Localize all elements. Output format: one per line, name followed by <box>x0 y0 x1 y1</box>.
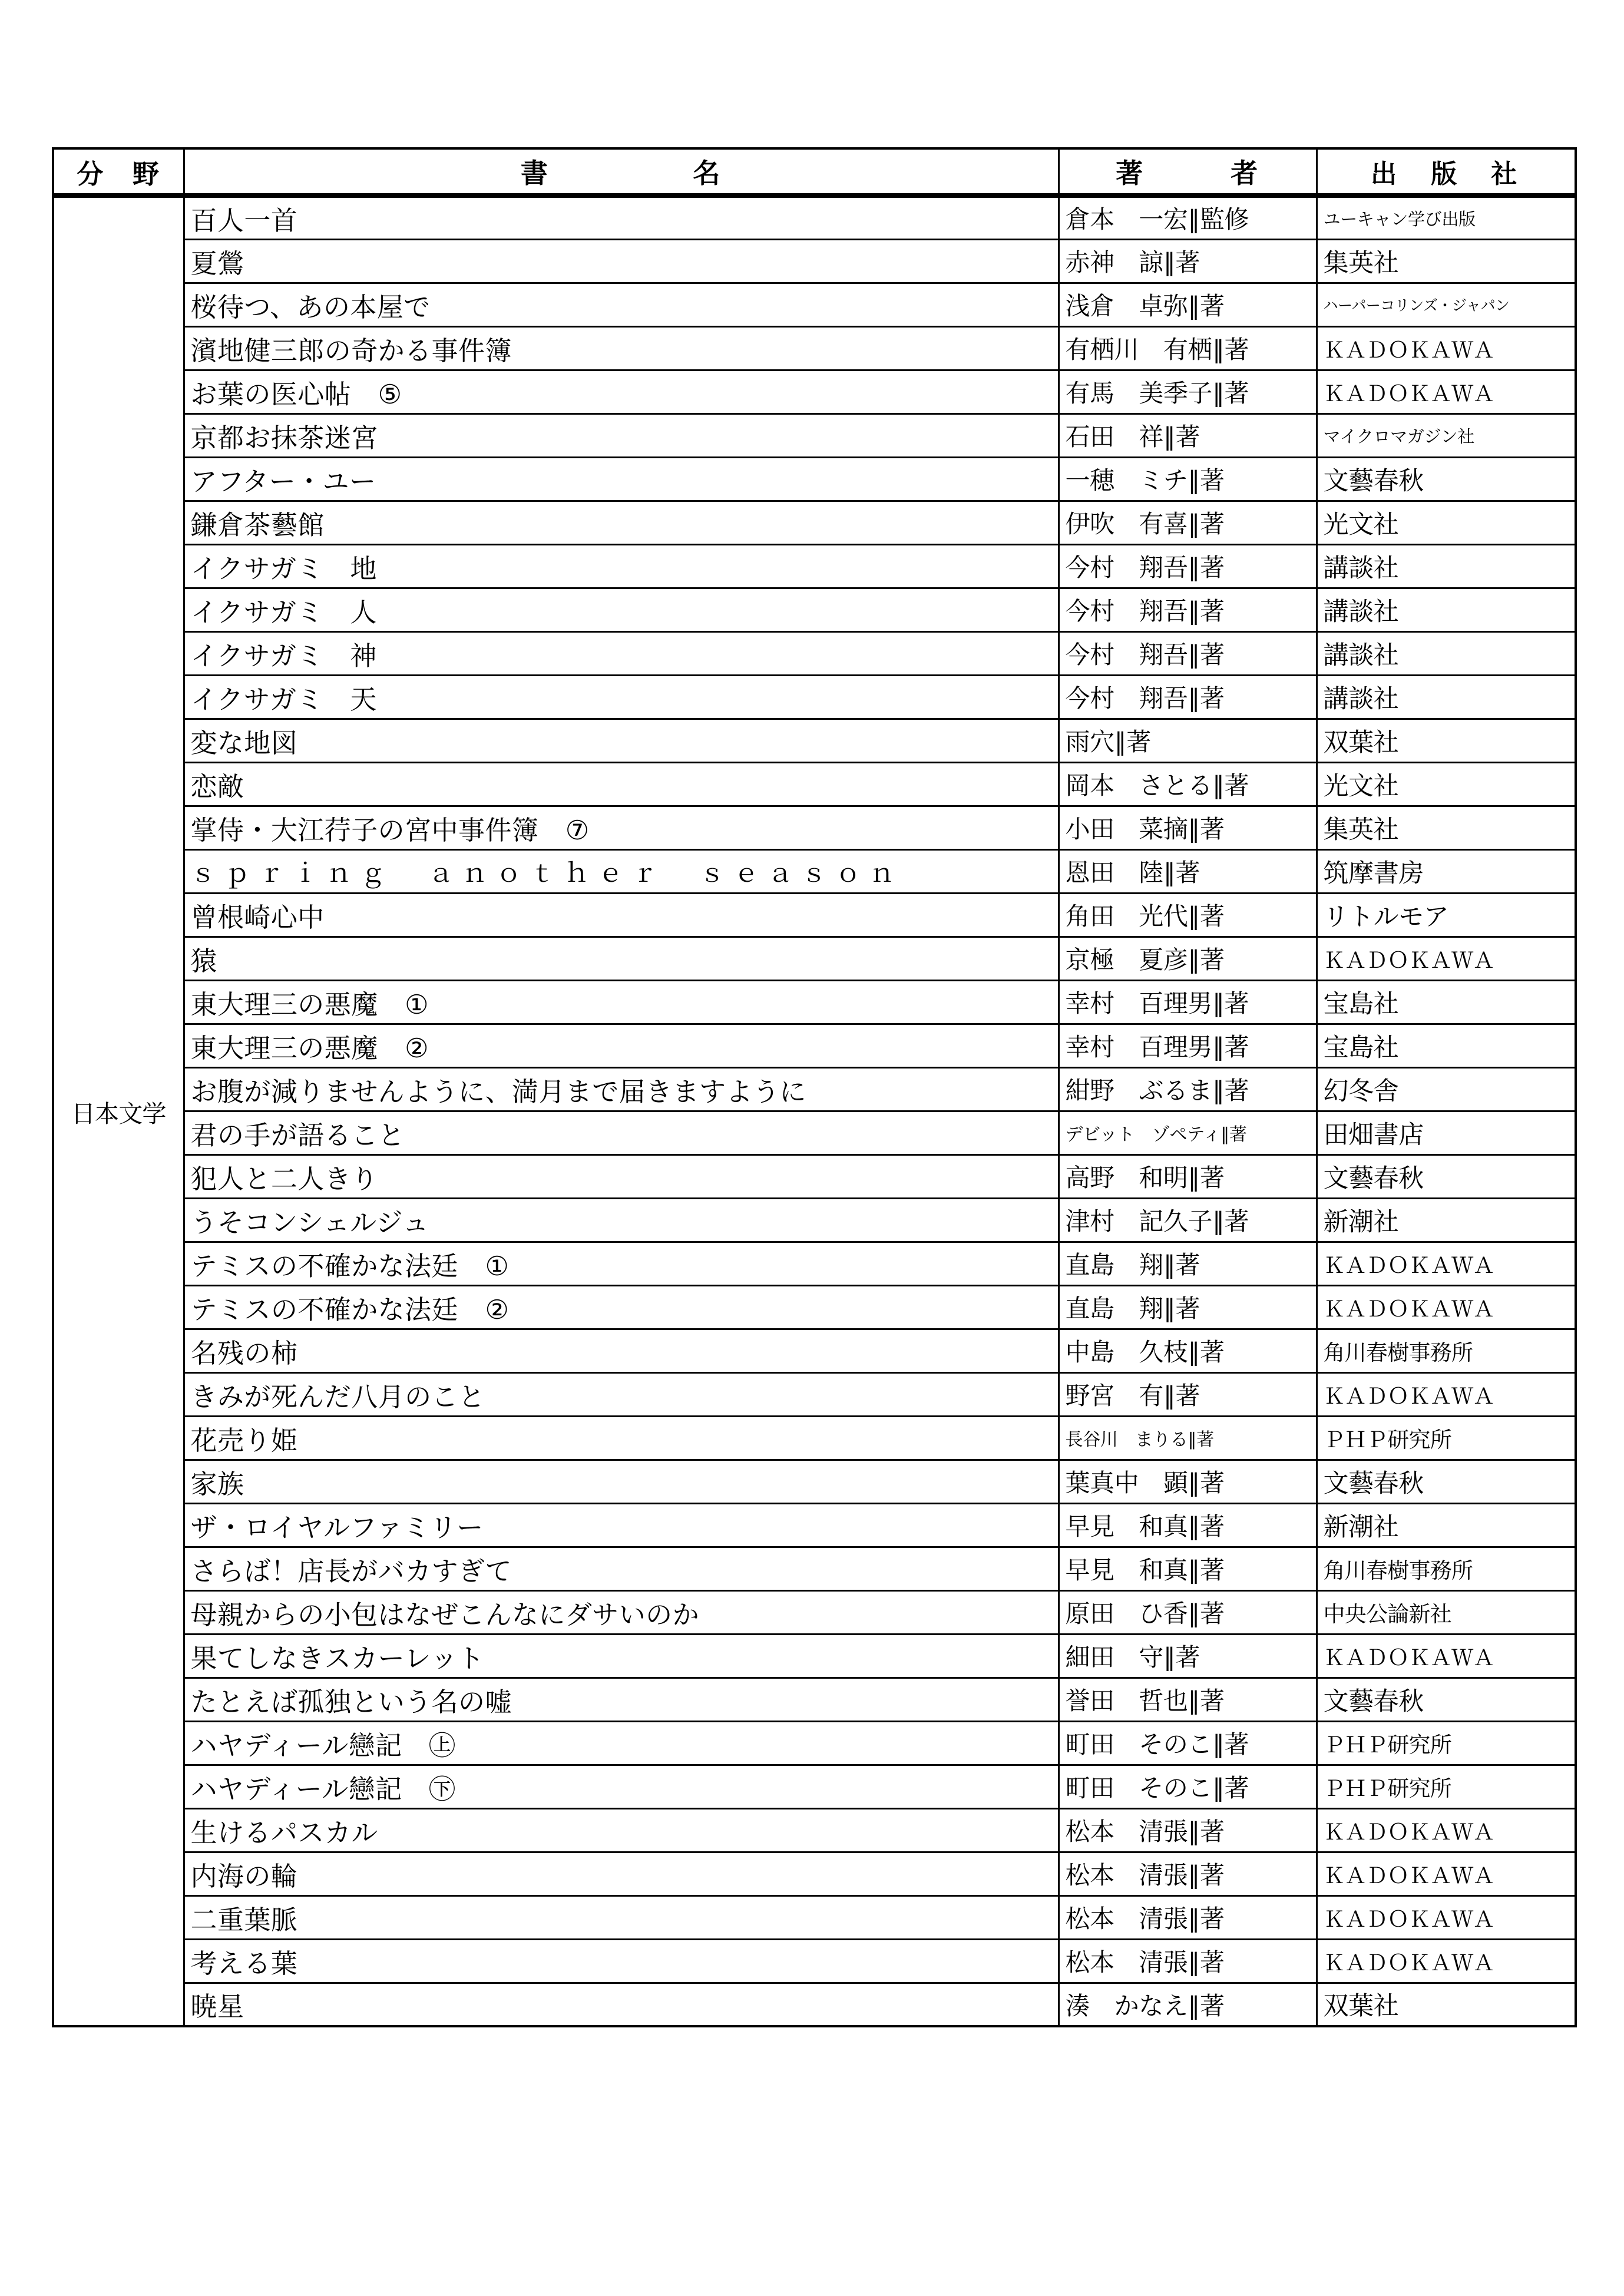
book-publisher: 角川春樹事務所 <box>1317 1547 1576 1590</box>
book-author: 松本 清張∥著 <box>1059 1895 1317 1939</box>
book-author: 小田 菜摘∥著 <box>1059 806 1317 849</box>
book-publisher: ユーキャン学び出版 <box>1317 196 1576 239</box>
book-title: 曾根崎心中 <box>184 893 1059 937</box>
book-author: 今村 翔吾∥著 <box>1059 675 1317 719</box>
book-author: 伊吹 有喜∥著 <box>1059 501 1317 544</box>
book-author: 津村 記久子∥著 <box>1059 1198 1317 1242</box>
table-row <box>53 1983 1576 2026</box>
table-header <box>53 148 1576 196</box>
book-author: デビット ゾペティ∥著 <box>1059 1111 1317 1154</box>
book-title: 掌侍・大江荇子の宮中事件簿 ⑦ <box>184 806 1059 849</box>
book-title: イクサガミ 神 <box>184 631 1059 675</box>
book-publisher: 新潮社 <box>1317 1503 1576 1547</box>
book-title: 東大理三の悪魔 ② <box>184 1024 1059 1067</box>
table-row <box>53 631 1576 675</box>
book-title: 君の手が語ること <box>184 1111 1059 1154</box>
table-row <box>53 544 1576 588</box>
table-row <box>53 1895 1576 1939</box>
book-author: 恩田 陸∥著 <box>1059 849 1317 893</box>
book-title: 名残の柿 <box>184 1329 1059 1372</box>
table-row <box>53 980 1576 1024</box>
table-row <box>53 1329 1576 1372</box>
book-publisher: 講談社 <box>1317 544 1576 588</box>
book-title: 濱地健三郎の奇かる事件簿 <box>184 326 1059 370</box>
book-title: 鎌倉茶藝館 <box>184 501 1059 544</box>
book-author: 赤神 諒∥著 <box>1059 239 1317 283</box>
book-publisher: 講談社 <box>1317 675 1576 719</box>
book-author: 直島 翔∥著 <box>1059 1242 1317 1285</box>
column-header-title: 書 名 <box>184 148 1059 196</box>
book-title: 百人一首 <box>184 196 1059 239</box>
book-publisher: ＰＨＰ研究所 <box>1317 1765 1576 1808</box>
table-row <box>53 762 1576 806</box>
table-row <box>53 1067 1576 1111</box>
book-publisher: ＫＡＤＯＫＡＷＡ <box>1317 1939 1576 1983</box>
book-author: 長谷川 まりる∥著 <box>1059 1416 1317 1460</box>
column-header-author: 著 者 <box>1059 148 1317 196</box>
book-author: 高野 和明∥著 <box>1059 1154 1317 1198</box>
book-publisher: 文藝春秋 <box>1317 457 1576 501</box>
book-publisher: 新潮社 <box>1317 1198 1576 1242</box>
book-publisher: ＫＡＤＯＫＡＷＡ <box>1317 1634 1576 1678</box>
table-row <box>53 1154 1576 1198</box>
book-author: 浅倉 卓弥∥著 <box>1059 283 1317 326</box>
column-header-publisher: 出 版 社 <box>1317 148 1576 196</box>
book-title: 母親からの小包はなぜこんなにダサいのか <box>184 1590 1059 1634</box>
table-row <box>53 1372 1576 1416</box>
book-publisher: 文藝春秋 <box>1317 1460 1576 1503</box>
book-publisher: 中央公論新社 <box>1317 1590 1576 1634</box>
book-publisher: 双葉社 <box>1317 719 1576 762</box>
book-author: 有馬 美季子∥著 <box>1059 370 1317 413</box>
book-publisher: ハーパーコリンズ・ジャパン <box>1317 283 1576 326</box>
book-title: アフター・ユー <box>184 457 1059 501</box>
book-author: 雨穴∥著 <box>1059 719 1317 762</box>
table-row <box>53 501 1576 544</box>
genre-label: 日本文学 <box>53 196 184 2026</box>
table-body <box>53 196 1576 2026</box>
table-row <box>53 239 1576 283</box>
book-author: 湊 かなえ∥著 <box>1059 1983 1317 2026</box>
book-publisher: ＫＡＤＯＫＡＷＡ <box>1317 1895 1576 1939</box>
table-row <box>53 806 1576 849</box>
book-publisher: 光文社 <box>1317 501 1576 544</box>
table-row <box>53 1024 1576 1067</box>
table-row <box>53 1198 1576 1242</box>
book-author: 石田 祥∥著 <box>1059 413 1317 457</box>
book-publisher: ＫＡＤＯＫＡＷＡ <box>1317 1372 1576 1416</box>
book-author: 町田 そのこ∥著 <box>1059 1721 1317 1765</box>
book-title: お葉の医心帖 ⑤ <box>184 370 1059 413</box>
table-row <box>53 457 1576 501</box>
book-publisher: 文藝春秋 <box>1317 1154 1576 1198</box>
table-row <box>53 937 1576 980</box>
book-publisher: ＫＡＤＯＫＡＷＡ <box>1317 1808 1576 1852</box>
book-publisher: ＫＡＤＯＫＡＷＡ <box>1317 1852 1576 1895</box>
book-publisher: 筑摩書房 <box>1317 849 1576 893</box>
column-header-genre: 分 野 <box>53 148 184 196</box>
book-author: 中島 久枝∥著 <box>1059 1329 1317 1372</box>
book-author: 松本 清張∥著 <box>1059 1852 1317 1895</box>
book-publisher: 角川春樹事務所 <box>1317 1329 1576 1372</box>
book-title: 変な地図 <box>184 719 1059 762</box>
book-title: 桜待つ、あの本屋で <box>184 283 1059 326</box>
book-title: 夏鶯 <box>184 239 1059 283</box>
book-title: ザ・ロイヤルファミリー <box>184 1503 1059 1547</box>
book-publisher: 講談社 <box>1317 631 1576 675</box>
book-title: 京都お抹茶迷宮 <box>184 413 1059 457</box>
table-row <box>53 196 1576 239</box>
book-title: 暁星 <box>184 1983 1059 2026</box>
book-title: ハヤディール戀記 ㊦ <box>184 1765 1059 1808</box>
book-author: 京極 夏彦∥著 <box>1059 937 1317 980</box>
book-author: 今村 翔吾∥著 <box>1059 588 1317 631</box>
header-row <box>53 148 1576 196</box>
table-row <box>53 326 1576 370</box>
book-author: 早見 和真∥著 <box>1059 1503 1317 1547</box>
book-title: ハヤディール戀記 ㊤ <box>184 1721 1059 1765</box>
table-row <box>53 1460 1576 1503</box>
table-row <box>53 1111 1576 1154</box>
book-publisher: リトルモア <box>1317 893 1576 937</box>
book-title: ｓｐｒｉｎｇ ａｎｏｔｈｅｒ ｓｅａｓｏｎ <box>184 849 1059 893</box>
book-list-table <box>52 147 1577 2027</box>
book-publisher: ＫＡＤＯＫＡＷＡ <box>1317 370 1576 413</box>
book-title: 犯人と二人きり <box>184 1154 1059 1198</box>
book-author: 一穂 ミチ∥著 <box>1059 457 1317 501</box>
book-author: 岡本 さとる∥著 <box>1059 762 1317 806</box>
book-publisher: 集英社 <box>1317 806 1576 849</box>
book-publisher: ＰＨＰ研究所 <box>1317 1416 1576 1460</box>
table-row <box>53 1285 1576 1329</box>
book-author: 紺野 ぶるま∥著 <box>1059 1067 1317 1111</box>
book-title: 猿 <box>184 937 1059 980</box>
table-row <box>53 1765 1576 1808</box>
table-row <box>53 1590 1576 1634</box>
table-row <box>53 849 1576 893</box>
table-row <box>53 1634 1576 1678</box>
book-title: 果てしなきスカーレット <box>184 1634 1059 1678</box>
book-title: たとえば孤独という名の嘘 <box>184 1678 1059 1721</box>
book-author: 松本 清張∥著 <box>1059 1939 1317 1983</box>
book-author: 早見 和真∥著 <box>1059 1547 1317 1590</box>
book-publisher: 宝島社 <box>1317 1024 1576 1067</box>
book-author: 直島 翔∥著 <box>1059 1285 1317 1329</box>
book-publisher: 光文社 <box>1317 762 1576 806</box>
book-publisher: ＫＡＤＯＫＡＷＡ <box>1317 1242 1576 1285</box>
book-title: イクサガミ 地 <box>184 544 1059 588</box>
table-row <box>53 1503 1576 1547</box>
book-title: 考える葉 <box>184 1939 1059 1983</box>
book-title: 花売り姫 <box>184 1416 1059 1460</box>
table-row <box>53 893 1576 937</box>
book-title: 家族 <box>184 1460 1059 1503</box>
book-title: イクサガミ 人 <box>184 588 1059 631</box>
book-publisher: マイクロマガジン社 <box>1317 413 1576 457</box>
book-author: 角田 光代∥著 <box>1059 893 1317 937</box>
book-title: お腹が減りませんように、満月まで届きますように <box>184 1067 1059 1111</box>
book-author: 町田 そのこ∥著 <box>1059 1765 1317 1808</box>
table-row <box>53 1547 1576 1590</box>
book-author: 有栖川 有栖∥著 <box>1059 326 1317 370</box>
table-row <box>53 1721 1576 1765</box>
book-author: 細田 守∥著 <box>1059 1634 1317 1678</box>
book-publisher: 文藝春秋 <box>1317 1678 1576 1721</box>
book-publisher: 田畑書店 <box>1317 1111 1576 1154</box>
table-row <box>53 1808 1576 1852</box>
table-row <box>53 283 1576 326</box>
book-author: 倉本 一宏∥監修 <box>1059 196 1317 239</box>
table-row <box>53 1939 1576 1983</box>
book-title: 生けるパスカル <box>184 1808 1059 1852</box>
book-publisher: 宝島社 <box>1317 980 1576 1024</box>
table-row <box>53 675 1576 719</box>
table-row <box>53 1242 1576 1285</box>
book-title: テミスの不確かな法廷 ① <box>184 1242 1059 1285</box>
table-row <box>53 413 1576 457</box>
book-publisher: 講談社 <box>1317 588 1576 631</box>
table-row <box>53 370 1576 413</box>
book-publisher: ＫＡＤＯＫＡＷＡ <box>1317 937 1576 980</box>
book-author: 葉真中 顕∥著 <box>1059 1460 1317 1503</box>
book-title: イクサガミ 天 <box>184 675 1059 719</box>
book-publisher: ＫＡＤＯＫＡＷＡ <box>1317 326 1576 370</box>
book-author: 今村 翔吾∥著 <box>1059 544 1317 588</box>
book-title: さらば！店長がバカすぎて <box>184 1547 1059 1590</box>
book-publisher: ＫＡＤＯＫＡＷＡ <box>1317 1285 1576 1329</box>
book-author: 幸村 百理男∥著 <box>1059 1024 1317 1067</box>
book-title: 二重葉脈 <box>184 1895 1059 1939</box>
table-row <box>53 1416 1576 1460</box>
book-author: 野宮 有∥著 <box>1059 1372 1317 1416</box>
book-title: 恋敵 <box>184 762 1059 806</box>
book-publisher: 集英社 <box>1317 239 1576 283</box>
book-publisher: 双葉社 <box>1317 1983 1576 2026</box>
book-publisher: ＰＨＰ研究所 <box>1317 1721 1576 1765</box>
table-row <box>53 1852 1576 1895</box>
book-author: 今村 翔吾∥著 <box>1059 631 1317 675</box>
book-title: うそコンシェルジュ <box>184 1198 1059 1242</box>
book-author: 幸村 百理男∥著 <box>1059 980 1317 1024</box>
book-author: 原田 ひ香∥著 <box>1059 1590 1317 1634</box>
book-title: テミスの不確かな法廷 ② <box>184 1285 1059 1329</box>
book-author: 松本 清張∥著 <box>1059 1808 1317 1852</box>
book-title: 内海の輪 <box>184 1852 1059 1895</box>
book-title: 東大理三の悪魔 ① <box>184 980 1059 1024</box>
table-row <box>53 1678 1576 1721</box>
book-author: 誉田 哲也∥著 <box>1059 1678 1317 1721</box>
table-row <box>53 588 1576 631</box>
book-publisher: 幻冬舎 <box>1317 1067 1576 1111</box>
table-row <box>53 719 1576 762</box>
book-title: きみが死んだ八月のこと <box>184 1372 1059 1416</box>
